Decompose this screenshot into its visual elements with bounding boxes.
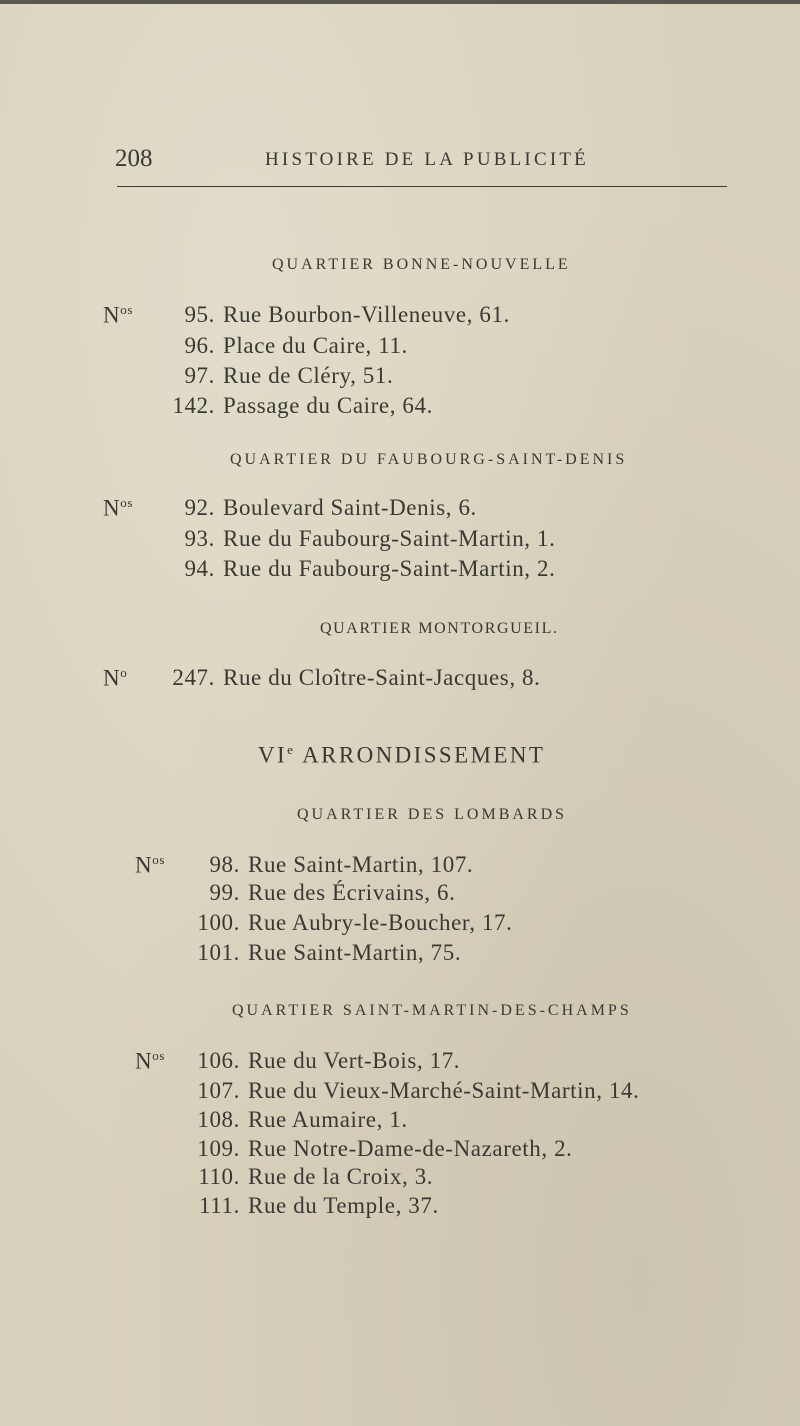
entry-address: Rue Notre-Dame-de-Nazareth, 2. xyxy=(248,1136,573,1161)
entry-address: Rue du Cloître-Saint-Jacques, 8. xyxy=(223,665,541,690)
entry-number: 109. xyxy=(197,1136,240,1161)
entry-address: Boulevard Saint-Denis, 6. xyxy=(223,495,477,520)
section-title: QUARTIER DU FAUBOURG-SAINT-DENIS xyxy=(230,451,628,468)
section-title: QUARTIER MONTORGUEIL. xyxy=(320,620,559,637)
entry-number: 100. xyxy=(197,910,240,935)
entry-number: 106. xyxy=(197,1048,240,1073)
number-prefix: $N^o$ xyxy=(103,665,128,691)
entry-address: Rue du Faubourg-Saint-Martin, 1. xyxy=(223,526,556,551)
entry-number: 95. xyxy=(184,302,215,327)
entry-address: Place du Caire, 11. xyxy=(223,333,408,358)
entry-number: 110. xyxy=(198,1164,240,1189)
entry-number: 92. xyxy=(184,495,215,520)
entry-number: 94. xyxy=(184,556,215,581)
entry-number: 107. xyxy=(197,1078,240,1103)
section-title: QUARTIER BONNE-NOUVELLE xyxy=(272,256,571,273)
page-header xyxy=(115,145,727,175)
section-title: QUARTIER DES LOMBARDS xyxy=(297,806,568,823)
entry-number: 247. xyxy=(172,665,215,690)
entry-number: 96. xyxy=(184,333,215,358)
section-title: QUARTIER SAINT-MARTIN-DES-CHAMPS xyxy=(232,1002,632,1019)
entry-address: Rue de Cléry, 51. xyxy=(223,363,394,388)
page-number: 208 xyxy=(115,145,153,172)
entry-address: Rue du Vert-Bois, 17. xyxy=(248,1048,461,1073)
entry-number: 108. xyxy=(197,1107,240,1132)
page-top-edge xyxy=(0,0,800,4)
number-prefix: $N^{os}$ xyxy=(103,495,133,521)
entry-number: 98. xyxy=(209,852,240,877)
entry-address: Rue du Vieux-Marché-Saint-Martin, 14. xyxy=(248,1078,640,1103)
entry-address: Rue de la Croix, 3. xyxy=(248,1164,434,1189)
entry-address: Rue Bourbon-Villeneuve, 61. xyxy=(223,302,510,327)
entry-number: 111. xyxy=(199,1193,240,1218)
entry-address: Passage du Caire, 64. xyxy=(223,393,433,418)
entry-number: 93. xyxy=(184,526,215,551)
number-prefix: $N^{os}$ xyxy=(103,302,133,328)
entry-address: Rue du Temple, 37. xyxy=(248,1193,439,1218)
number-prefix: $N^{os}$ xyxy=(135,852,165,878)
entry-address: Rue du Faubourg-Saint-Martin, 2. xyxy=(223,556,556,581)
arrondissement-heading: VIe ARRONDISSEMENT xyxy=(258,742,546,768)
number-prefix: $N^{os}$ xyxy=(135,1048,165,1074)
entry-address: Rue Aubry-le-Boucher, 17. xyxy=(248,910,513,935)
header-rule xyxy=(117,186,727,187)
entry-address: Rue des Écrivains, 6. xyxy=(248,880,456,905)
entry-number: 99. xyxy=(209,880,240,905)
entry-address: Rue Saint-Martin, 107. xyxy=(248,852,474,877)
entry-address: Rue Aumaire, 1. xyxy=(248,1107,408,1132)
entry-number: 97. xyxy=(184,363,215,388)
entry-number: 142. xyxy=(172,393,215,418)
entry-address: Rue Saint-Martin, 75. xyxy=(248,940,462,965)
entry-number: 101. xyxy=(197,940,240,965)
running-title: HISTOIRE DE LA PUBLICITÉ xyxy=(265,149,589,170)
